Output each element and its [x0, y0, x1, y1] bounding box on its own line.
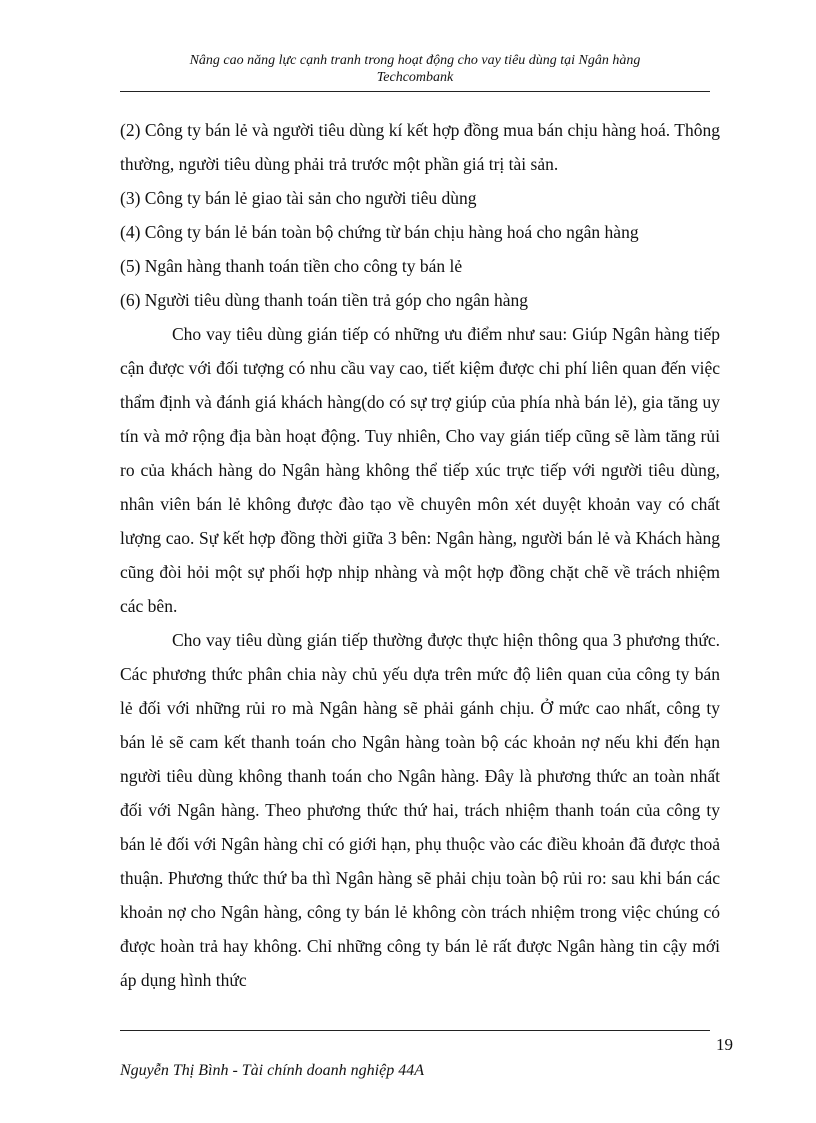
running-header: [120, 52, 710, 86]
paragraph-methods: Cho vay tiêu dùng gián tiếp thường được thực hiện thông qua 3 phương thức. Các phương thức phân chia này chủ yếu dựa trên mức độ liên quan của công ty bán lẻ đối với những rủi ro mà Ngân hàng sẽ phải gánh chịu. Ở mức cao nhất, công ty bán lẻ sẽ cam kết thanh toán cho Ngân hàng toàn bộ các khoản nợ nếu khi đến hạn người tiêu dùng không thanh toán cho Ngân hàng. Đây là phương thức an toàn nhất đối với Ngân hàng. Theo phương thức thứ hai, trách nhiệm thanh toán của công ty bán lẻ đối với Ngân hàng chỉ có giới hạn, phụ thuộc vào các điều khoản đã được thoả thuận. Phương thức thứ ba thì Ngân hàng sẽ phải chịu toàn bộ rủi ro: sau khi bán các khoản nợ cho Ngân hàng, công ty bán lẻ không còn trách nhiệm trong việc chúng có được hoàn trả hay không. Chỉ những công ty bán lẻ rất được Ngân hàng tin cậy mới áp dụng hình thức: [120, 630, 720, 990]
list-item: (2) Công ty bán lẻ và người tiêu dùng kí kết hợp đồng mua bán chịu hàng hoá. Thông thường, người tiêu dùng phải trả trước một phần giá trị tài sản.: [120, 120, 720, 174]
footer-divider: [120, 1030, 710, 1031]
paragraph-advantages: Cho vay tiêu dùng gián tiếp có những ưu điểm như sau: Giúp Ngân hàng tiếp cận được với đối tượng có nhu cầu vay cao, tiết kiệm được chi phí liên quan đến việc thẩm định và đánh giá khách hàng(do có sự trợ giúp của phía nhà bán lẻ), gia tăng uy tín và mở rộng địa bàn hoạt động. Tuy nhiên, Cho vay gián tiếp cũng sẽ làm tăng rủi ro của khách hàng do Ngân hàng không thể tiếp xúc trực tiếp với người tiêu dùng, nhân viên bán lẻ không được đào tạo về chuyên môn xét duyệt khoản vay có chất lượng cao. Sự kết hợp đồng thời giữa 3 bên: Ngân hàng, người bán lẻ và Khách hàng cũng đòi hỏi một sự phối hợp nhịp nhàng và một hợp đồng chặt chẽ về trách nhiệm các bên.: [120, 324, 720, 616]
footer-author: Nguyễn Thị Bình - Tài chính doanh nghiệp 44A: [120, 1062, 424, 1079]
list-item: (3) Công ty bán lẻ giao tài sản cho người tiêu dùng: [120, 188, 477, 208]
page-body: [120, 113, 720, 997]
page-number: 19: [716, 1035, 733, 1054]
header-title-line2: Techcombank: [376, 70, 454, 85]
header-divider: [120, 91, 710, 92]
list-item: (4) Công ty bán lẻ bán toàn bộ chứng từ bán chịu hàng hoá cho ngân hàng: [120, 222, 639, 242]
list-item: (6) Người tiêu dùng thanh toán tiền trả góp cho ngân hàng: [120, 290, 529, 310]
list-item: (5) Ngân hàng thanh toán tiền cho công ty bán lẻ: [120, 256, 463, 276]
header-title-line1: Nâng cao năng lực cạnh tranh trong hoạt động cho vay tiêu dùng tại Ngân hàng: [189, 53, 641, 68]
